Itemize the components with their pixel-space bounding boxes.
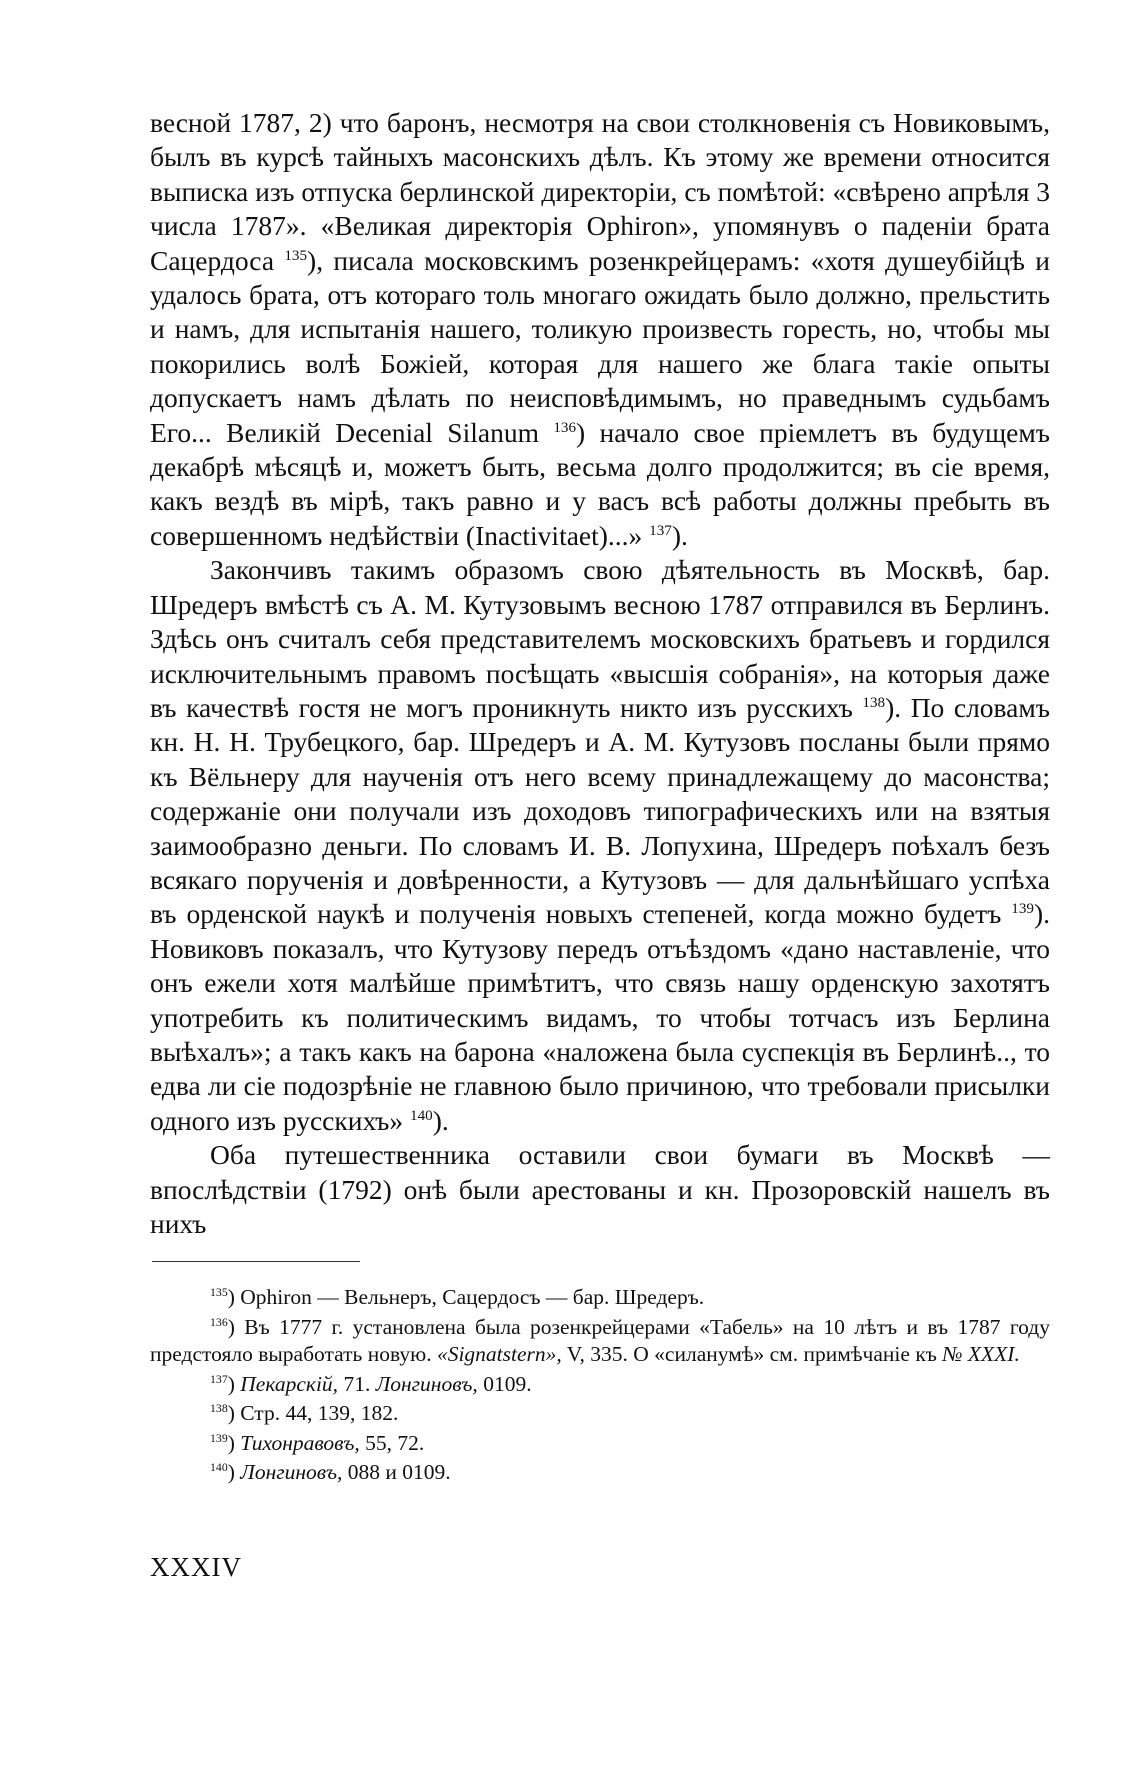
text-run: ) Ophiron — Вельнеръ, Сацердосъ — бар. Шредеръ. <box>227 1285 705 1309</box>
footnote <box>150 1400 1050 1428</box>
footnote-ref: 137 <box>210 1371 228 1386</box>
text-run: ). <box>671 519 688 551</box>
footnote <box>150 1371 1050 1399</box>
footnote-ref: 137 <box>649 522 672 539</box>
footnote-ref: 139 <box>1011 901 1034 918</box>
footnote-ref: 135 <box>284 247 308 264</box>
text-run: ) <box>227 1371 241 1396</box>
text-run: ) Стр. 44, 139, 182. <box>227 1401 399 1425</box>
footnote-ref: 136 <box>210 1314 228 1329</box>
footnote-ref: 139 <box>210 1430 228 1445</box>
main-text <box>150 106 1050 1241</box>
text-run: V, 335. О «силанумѣ» см. примѣчаніе къ <box>561 1342 943 1366</box>
italic-text: Тихонравовъ, <box>240 1430 360 1455</box>
paragraph <box>150 106 1050 553</box>
footnote-ref: 135 <box>210 1284 228 1299</box>
footnote <box>150 1314 1050 1369</box>
text-run: 71. <box>338 1371 376 1396</box>
text-run: 55, 72. <box>359 1430 425 1455</box>
footnote <box>150 1459 1050 1487</box>
text-run: ) <box>227 1460 241 1484</box>
text-run: ). <box>432 1104 449 1136</box>
footnote-ref: 140 <box>210 1459 228 1474</box>
text-run: ) <box>227 1430 241 1455</box>
text-run: весной 1787, 2) что баронъ, несмотря на свои столкновенія съ Новиковымъ, былъ въ курсѣ тайныхъ масонскихъ дѣлъ. Къ этому же времени относится выписка изъ отпуска берлинской директоріи, съ помѣтой: «свѣрено апрѣля 3 числа 1787». «Великая директорія Ophiron», упомянувъ о паденіи брата Сацердоса <box>150 107 1050 276</box>
text-run: ). По словамъ кн. Н. Н. Трубецкого, бар. Шредеръ и А. М. Кутузовъ посланы были прямо къ Вёльнеру для наученія отъ него всему принадлежащему до масонства; содержаніе они получали изъ доходовъ типографическихъ или на взятыя заимообразно деньги. По словамъ И. В. Лопухина, Шредеръ поѣхалъ безъ всякаго порученія и довѣренности, а Кутузовъ — для дальнѣйшаго успѣха въ орденской наукѣ и полученія новыхъ степеней, когда можно будетъ <box>150 691 1051 930</box>
text-run: Оба путешественника оставили свои бумаги въ Москвѣ — впослѣдствіи (1792) онѣ были арестованы и кн. Прозоровскій нашелъ въ нихъ <box>150 1139 1050 1239</box>
footnote-ref: 136 <box>553 419 577 436</box>
text-run: ) Въ 1777 г. установлена была розенкрейцерами «Табель» на 10 лѣтъ и въ 1787 году предстояло выработать новую. <box>150 1314 1050 1366</box>
footnote <box>150 1284 1050 1312</box>
footnote-ref: 138 <box>210 1400 228 1415</box>
footnote <box>150 1430 1050 1458</box>
italic-text: № XXXI. <box>942 1342 1020 1366</box>
italic-text: Пекарскій, <box>240 1371 339 1396</box>
text-run: ) начало свое пріемлетъ въ будущемъ декабрѣ мѣсяцѣ и, можетъ быть, весьма долго продолжится; въ сіе время, какъ вездѣ въ мірѣ, такъ равно и у васъ всѣ работы должны пребыть въ совершенномъ недѣйствіи (Inactivitaet)...» <box>150 416 1050 551</box>
footnote-ref: 138 <box>862 694 886 711</box>
paragraph <box>150 1138 1050 1241</box>
footnotes <box>150 1284 1050 1489</box>
footnote-ref: 140 <box>410 1107 433 1124</box>
italic-text: «Signatstern», <box>436 1342 562 1366</box>
paragraph <box>150 553 1050 1138</box>
text-run: ). Новиковъ показалъ, что Кутузову передъ отъѣздомъ «дано наставленіе, что онъ ежели хотя малѣйше примѣтитъ, что связь нашу орденскую захотятъ употребить къ политическимъ видамъ, то чтобы тотчасъ изъ Берлина выѣхалъ»; а такъ какъ на барона «наложена была суспекція въ Берлинѣ.., то едва ли сіе подозрѣніе не главною было причиною, что требовали присылки одного изъ русскихъ» <box>150 898 1050 1136</box>
text-run: ), писала московскимъ розенкрейцерамъ: «хотя душеубійцѣ и удалось брата, отъ котораго толь многаго ожидать было должно, прельстить и намъ, для испытанія нашего, толикую произвесть горесть, но, чтобы мы покорились волѣ Божіей, которая для нашего же блага такіе опыты допускаетъ намъ дѣлать по неисповѣдимымъ, но праведнымъ судьбамъ Его... Великій Decenial Silanum <box>150 244 1050 448</box>
page-number: XXXIV <box>150 1552 242 1582</box>
text-run: Закончивъ такимъ образомъ свою дѣятельность въ Москвѣ, бар. Шредеръ вмѣстѣ съ А. М. Кутузовымъ весною 1787 отправился въ Берлинъ. Здѣсь онъ считалъ себя представителемъ московскихъ братьевъ и гордился исключительнымъ правомъ посѣщать «высшія собранія», на которыя даже въ качествѣ гостя не могъ проникнуть никто изъ русскихъ <box>150 554 1050 723</box>
italic-text: Лонгиновъ, <box>375 1371 478 1396</box>
text-run: 0109. <box>477 1371 532 1396</box>
text-run: 088 и 0109. <box>342 1460 451 1484</box>
italic-text: Лонгиновъ, <box>240 1460 343 1484</box>
footnote-divider <box>152 1261 360 1262</box>
